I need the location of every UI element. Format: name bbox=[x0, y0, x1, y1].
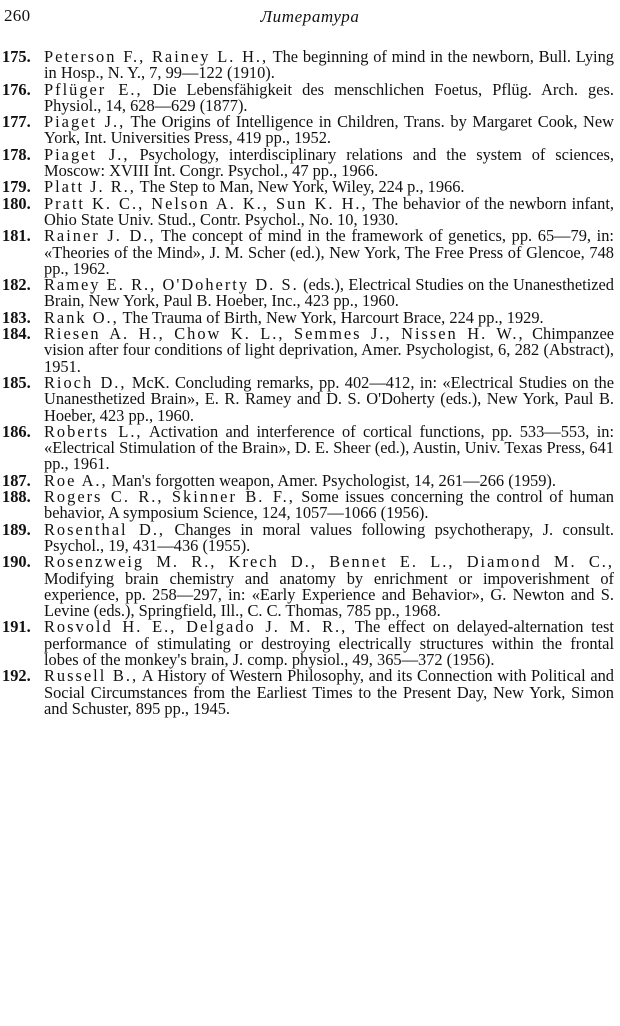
reference-entry bbox=[0, 144, 620, 181]
reference-entry bbox=[0, 79, 620, 115]
entry-authors: Roe A., bbox=[44, 470, 108, 490]
entry-authors: Rosenthal D., bbox=[44, 519, 166, 539]
reference-entry bbox=[0, 489, 620, 522]
entry-number: 176. bbox=[2, 79, 31, 99]
entry-text: McK. Concluding remarks, pp. 402—412, in: «Electrical Studies on the Unanesthetized Brain», E. R. Ramey and D. S. O'Doherty (eds.), New York, Paul B. Hoeber, 423 pp., 1960. bbox=[44, 372, 614, 425]
entry-authors: Pflüger E., bbox=[44, 79, 143, 99]
entry-authors: Piaget J., bbox=[44, 112, 126, 132]
entry-text: Activation and interference of cortical functions, pp. 533—553, in: «Electrical Stimulation of the Brain», D. E. Sheer (ed.), Austin, Univ. Texas Press, 641 pp., 1961. bbox=[44, 421, 615, 474]
entry-authors: Rank O., bbox=[44, 307, 119, 327]
entry-text: The Step to Man, New York, Wiley, 224 p., 1966. bbox=[135, 177, 465, 197]
entry-authors: Roberts L., bbox=[44, 421, 143, 441]
entry-text: The effect on delayed-alternation test performance of stimulating or destroying electrically structures within the frontal lobes of the monkey's brain, J. comp. physiol., 49, 365—372 (1956). bbox=[44, 617, 614, 669]
reference-entry bbox=[0, 228, 620, 277]
reference-entry bbox=[0, 277, 620, 310]
entry-number: 187. bbox=[2, 470, 31, 490]
entry-text: Die Lebensfähigkeit des menschlichen Foetus, Pflüg. Arch. ges. Physiol., 14, 628—629 (1877). bbox=[44, 79, 614, 115]
entry-number: 179. bbox=[2, 177, 31, 197]
entry-authors: Rosvold H. E., Delgado J. M. R., bbox=[44, 617, 348, 637]
entry-text: Psychology, interdisciplinary relations and the system of sciences, Moscow: XVIII Int. Congr. Psychol., 47 pp., 1966. bbox=[44, 144, 615, 181]
reference-entry bbox=[0, 372, 620, 425]
entry-authors: Russell B., bbox=[44, 666, 139, 686]
entry-number: 181. bbox=[2, 226, 31, 246]
entry-number: 188. bbox=[2, 487, 31, 507]
reference-entry bbox=[0, 668, 620, 717]
entry-number: 182. bbox=[2, 275, 31, 295]
entry-number: 189. bbox=[2, 519, 31, 539]
entry-authors: Pratt K. C., Nelson A. K., Sun K. H., bbox=[44, 193, 368, 213]
reference-entry bbox=[0, 519, 620, 555]
entry-authors: Ramey E. R., O'Doherty D. S. bbox=[44, 275, 299, 295]
page-number: 260 bbox=[4, 6, 31, 25]
entry-number: 190. bbox=[2, 552, 31, 572]
entry-text: (eds.), Electrical Studies on the Unanesthetized Brain, New York, Paul B. Hoeber, Inc., 423 pp., 1960. bbox=[44, 275, 614, 311]
reference-list bbox=[0, 49, 620, 717]
entry-number: 180. bbox=[2, 193, 31, 213]
entry-authors: Rainer J. D., bbox=[44, 226, 156, 246]
reference-entry bbox=[0, 619, 620, 668]
running-title: Литература bbox=[260, 7, 360, 26]
entry-authors: Rosenzweig M. R., Krech D., Bennet E. L., Diamond M. C., bbox=[44, 552, 614, 572]
reference-entry bbox=[0, 554, 620, 619]
reference-entry bbox=[0, 49, 620, 82]
entry-number: 184. bbox=[2, 324, 31, 344]
reference-entry bbox=[0, 114, 620, 147]
entry-text: Modifying brain chemistry and anatomy by enrichment or impoverishment of experience, pp. 258—297, in: «Early Experience and Behavior», G. Newton and S. Levine (eds.), Springfield, Ill., C. C. Thomas, 785 pp., 1968. bbox=[44, 568, 614, 621]
entry-text: The Trauma of Birth, New York, Harcourt Brace, 224 pp., 1929. bbox=[118, 307, 544, 327]
entry-text: The beginning of mind in the newborn, Bull. Lying in Hosp., N. Y., 7, 99—122 (1910). bbox=[44, 47, 614, 83]
entry-text: The concept of mind in the framework of genetics, pp. 65—79, in: «Theories of the Mind», J. M. Scher (ed.), New York, The Free Press of Glencoe, 748 pp., 1962. bbox=[44, 226, 614, 278]
entry-number: 185. bbox=[2, 372, 31, 392]
entry-text: Man's forgotten weapon, Amer. Psychologist, 14, 261—266 (1959). bbox=[107, 470, 556, 490]
reference-entry bbox=[0, 326, 620, 375]
entry-text: Changes in moral values following psychotherapy, J. consult. Psychol., 19, 431—436 (1955). bbox=[44, 519, 614, 555]
entry-number: 191. bbox=[2, 617, 31, 637]
entry-authors: Peterson F., Rainey L. H., bbox=[44, 47, 269, 66]
reference-entry bbox=[0, 421, 620, 474]
entry-number: 186. bbox=[2, 421, 31, 441]
entry-text: The Origins of Intelligence in Children, Trans. by Margaret Cook, New York, Int. Universities Press, 419 pp., 1952. bbox=[44, 112, 615, 148]
entry-number: 177. bbox=[2, 112, 31, 132]
entry-number: 183. bbox=[2, 307, 31, 327]
entry-authors: Piaget J., bbox=[44, 144, 130, 164]
entry-text: Chimpanzee vision after four conditions of light deprivation, Amer. Psychologist, 6, 282 (Abstract), 1951. bbox=[44, 324, 614, 376]
page-header bbox=[0, 2, 620, 32]
entry-authors: Platt J. R., bbox=[44, 177, 136, 197]
entry-text: A History of Western Philosophy, and its Connection with Political and Social Circumstances from the Earliest Times to the Present Day, New York, Simon and Schuster, 895 pp., 1945. bbox=[44, 666, 614, 718]
entry-number: 192. bbox=[2, 666, 31, 686]
reference-entry bbox=[0, 193, 620, 229]
entry-number: 178. bbox=[2, 144, 31, 164]
entry-authors: Riesen A. H., Chow K. L., Semmes J., Nissen H. W., bbox=[44, 324, 525, 344]
entry-number: 175. bbox=[2, 47, 31, 66]
entry-authors: Rogers C. R., Skinner B. F., bbox=[44, 487, 295, 507]
entry-authors: Rioch D., bbox=[44, 372, 127, 392]
entry-text: Some issues concerning the control of human behavior, A symposium Science, 124, 1057—1066 (1956). bbox=[44, 487, 614, 523]
entry-text: The behavior of the newborn infant, Ohio State Univ. Stud., Contr. Psychol., No. 10, 1930. bbox=[44, 193, 614, 229]
